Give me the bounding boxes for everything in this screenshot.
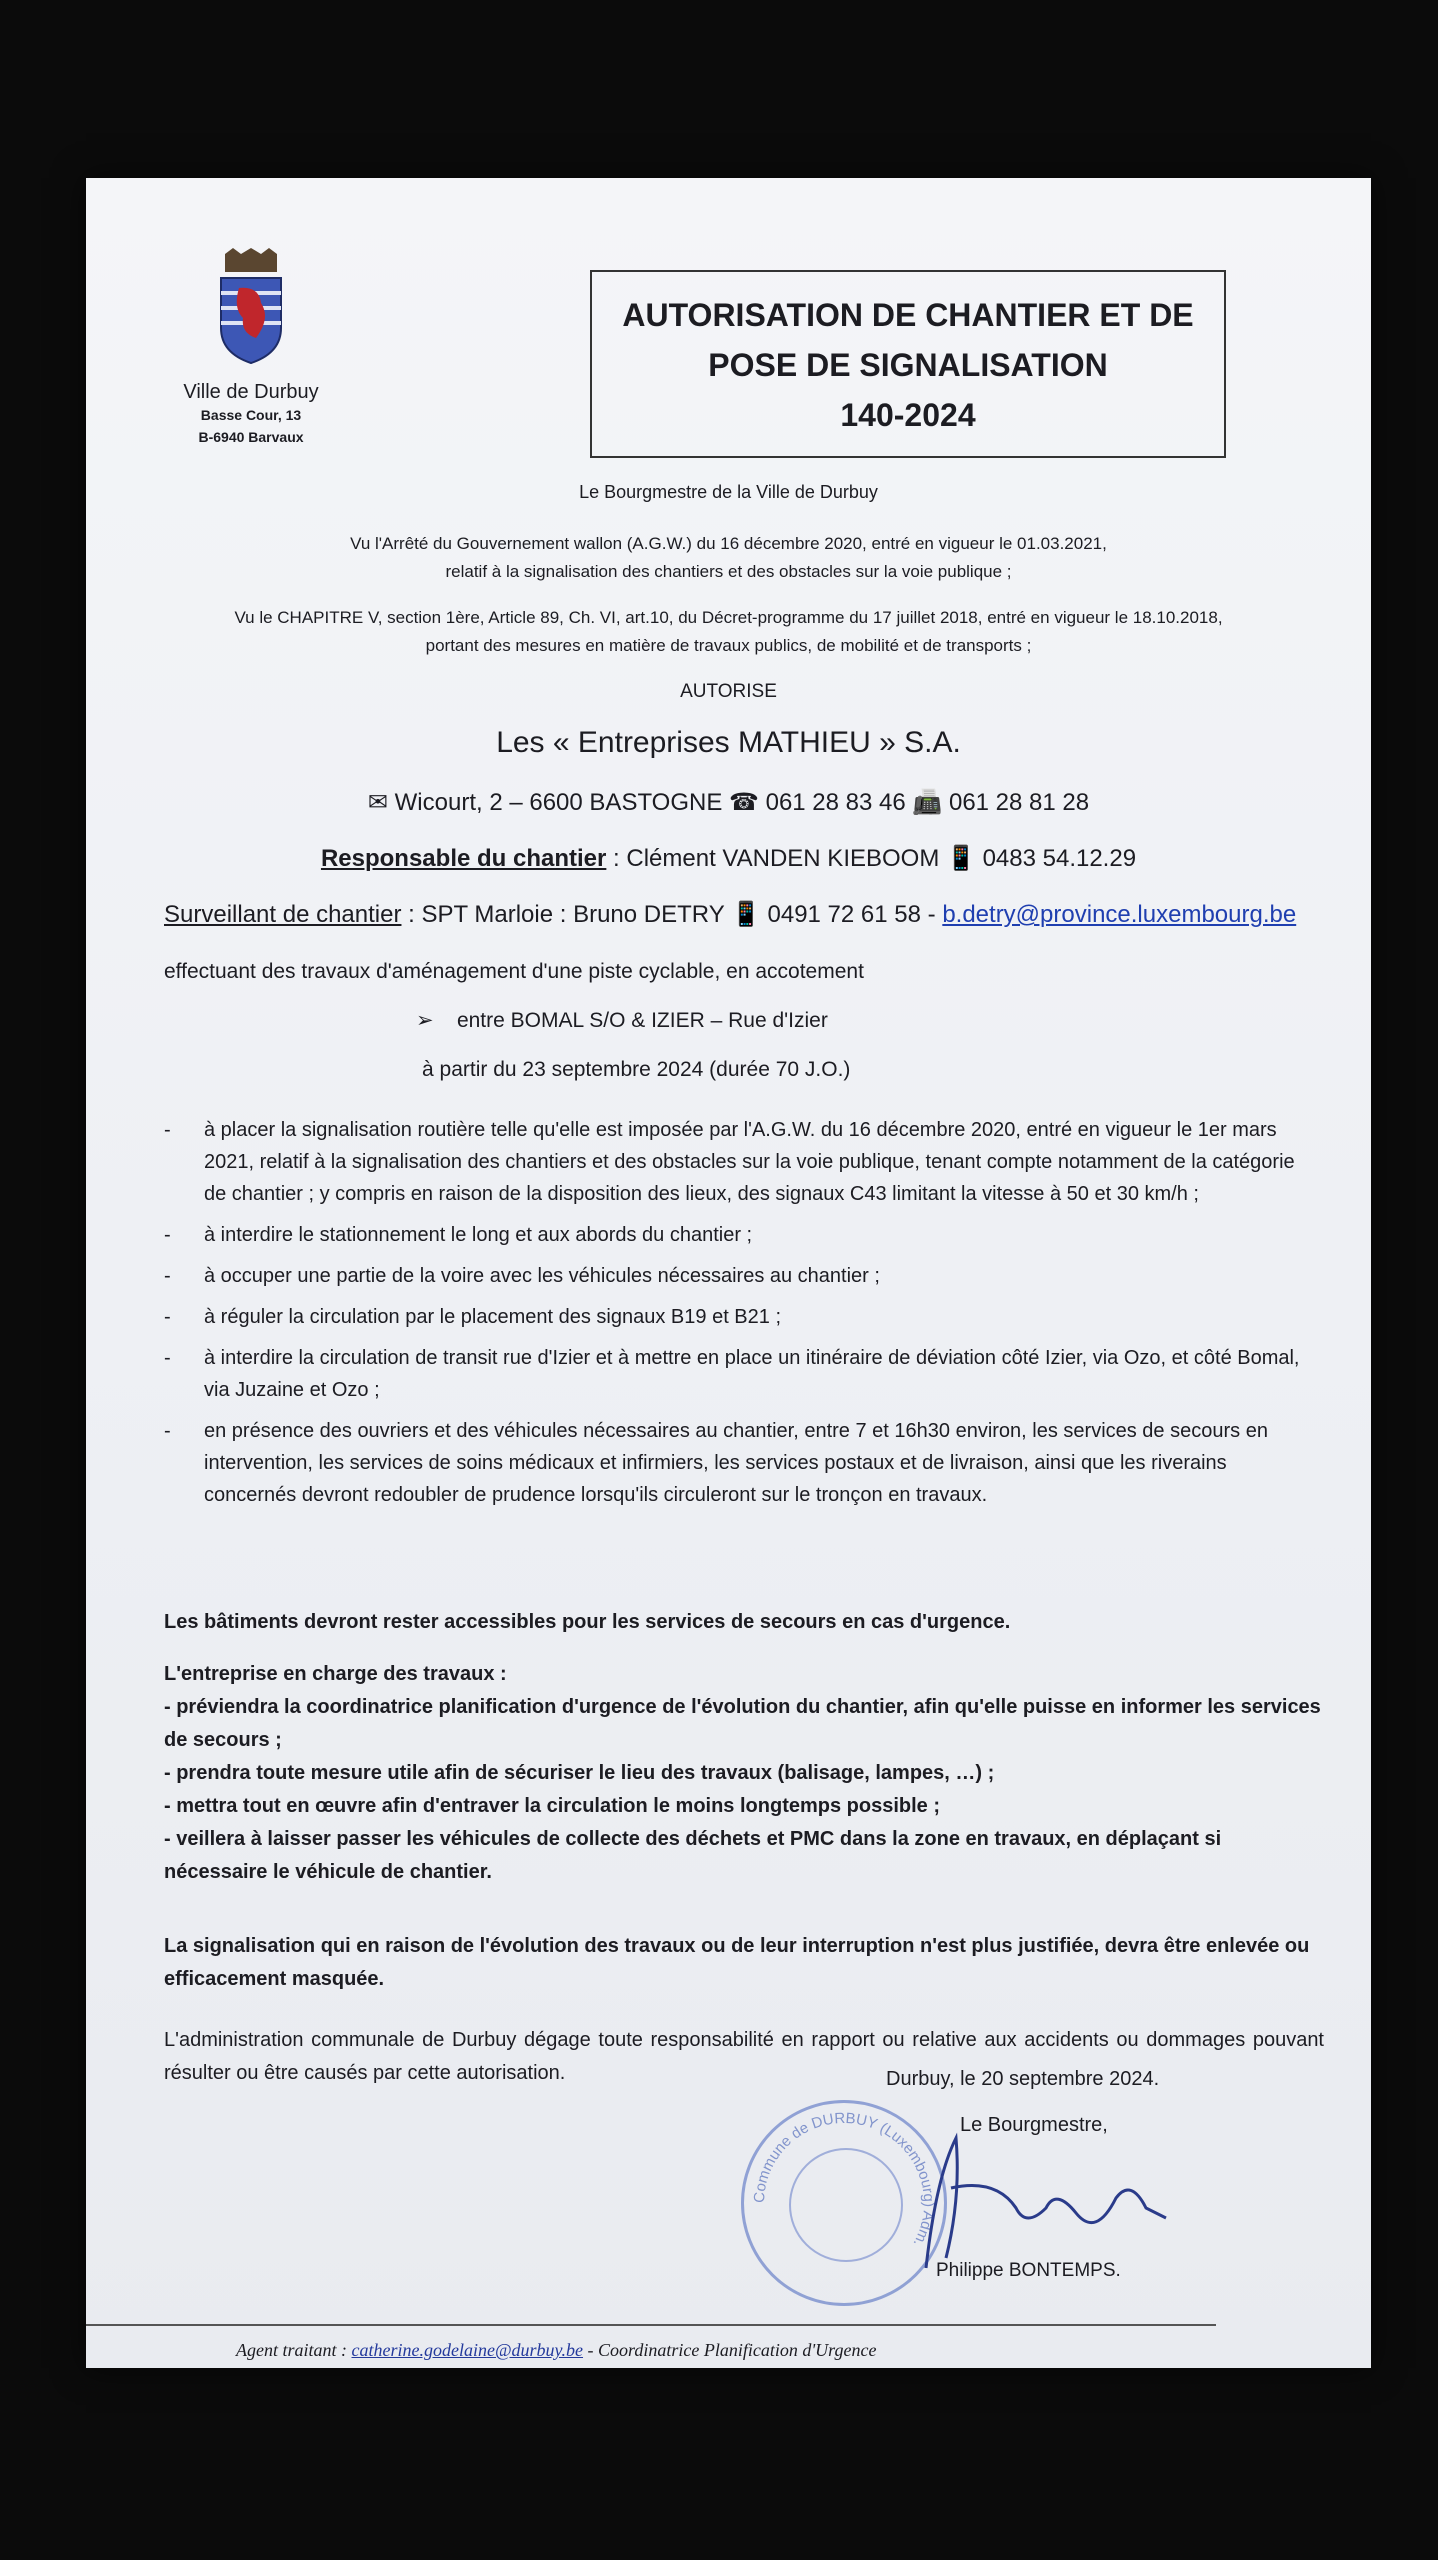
authority-line: Le Bourgmestre de la Ville de Durbuy xyxy=(579,482,878,502)
arrow-bullet-icon: ➢ xyxy=(416,1009,452,1032)
list-item: - mettra tout en œuvre afin d'entraver la circulation le moins longtemps possible ; xyxy=(164,1795,941,1817)
title-line2: POSE DE SIGNALISATION xyxy=(708,347,1108,383)
works-period: à partir du 23 septembre 2024 (durée 70 J.O.) xyxy=(422,1058,851,1081)
enterprise-obligations xyxy=(164,1658,1324,1889)
list-item: - à occuper une partie de la voire avec les véhicules nécessaires au chantier ; xyxy=(164,1265,880,1287)
city-address-line1: Basse Cour, 13 xyxy=(200,407,302,423)
signal-removal-note: La signalisation qui en raison de l'évolution des travaux ou de leur interruption n'est plus justifiée, devra être enlevée ou efficacement masquée. xyxy=(164,1935,1310,1990)
access-note: Les bâtiments devront rester accessibles pour les services de secours en cas d'urgence. xyxy=(164,1611,1011,1633)
company-contact-line xyxy=(86,788,1371,817)
company-phone: 061 28 83 46 xyxy=(765,789,906,816)
site-manager-name: : Clément VANDEN KIEBOOM xyxy=(613,845,940,872)
site-supervisor-label: Surveillant de chantier xyxy=(164,901,402,928)
footer xyxy=(236,2340,1236,2361)
site-supervisor-phone: 0491 72 61 58 - xyxy=(767,901,936,928)
liability-note: L'administration communale de Durbuy dégage toute responsabilité en rapport ou relative aux accidents ou dommages pouvant résulter ou être causés par cette autorisation. xyxy=(164,2029,1324,2084)
vu-decret-line1: Vu le CHAPITRE V, section 1ère, Article 89, Ch. VI, art.10, du Décret-programme du 17 juillet 2018, entré en vigueur le 18.10.2018, xyxy=(234,608,1223,627)
list-item: - veillera à laisser passer les véhicules de collecte des déchets et PMC dans la zone en travaux, en déplaçant si nécessaire le véhicule de chantier. xyxy=(164,1828,1222,1883)
works-location-text: entre BOMAL S/O & IZIER – Rue d'Izier xyxy=(456,1009,828,1032)
list-item: - à placer la signalisation routière telle qu'elle est imposée par l'A.G.W. du 16 décembre 2020, entré en vigueur le 1er mars 2021, relatif à la signalisation des chantiers et des obstacles sur la voie publique, tenant compte notamment de la catégorie de chantier ; y compris en raison de la disposition des lieux, des signaux C43 limitant la vitesse à 50 et 30 km/h ; xyxy=(164,1119,1295,1205)
city-name: Ville de Durbuy xyxy=(183,381,319,403)
site-supervisor-line xyxy=(164,900,1364,929)
site-manager-label: Responsable du chantier xyxy=(320,845,607,872)
mobile-icon: 📱 xyxy=(730,901,768,928)
company-name: Les « Entreprises MATHIEU » S.A. xyxy=(496,726,961,759)
footer-label: Agent traitant : xyxy=(236,2340,347,2360)
title-line1: AUTORISATION DE CHANTIER ET DE xyxy=(622,297,1194,333)
letter-icon: ✉ xyxy=(367,789,395,816)
phone-icon: ☎ xyxy=(729,789,766,816)
signatory-role: Le Bourgmestre, xyxy=(960,2114,1108,2136)
company-address: Wicourt, 2 – 6600 BASTOGNE xyxy=(394,789,723,816)
city-logo-block xyxy=(146,248,356,448)
document-page xyxy=(86,178,1371,2368)
city-address-line2: B-6940 Barvaux xyxy=(198,429,304,445)
vu-agw-line1: Vu l'Arrêté du Gouvernement wallon (A.G.W.) du 16 décembre 2020, entré en vigueur le 01.03.2021, xyxy=(350,534,1107,553)
signature-scribble xyxy=(906,2118,1206,2278)
footer-email[interactable]: catherine.godelaine@durbuy.be xyxy=(351,2340,584,2360)
site-supervisor-name: : SPT Marloie : Bruno DETRY xyxy=(408,901,725,928)
footer-role: - Coordinatrice Planification d'Urgence xyxy=(587,2340,877,2360)
vu-decret xyxy=(86,604,1371,660)
company-fax: 061 28 81 28 xyxy=(948,789,1090,816)
stamp-text: Commune de DURBUY (Luxembourg) Adm. xyxy=(750,2109,938,2250)
footer-divider xyxy=(86,2324,1216,2326)
list-item: - en présence des ouvriers et des véhicules nécessaires au chantier, entre 7 et 16h30 environ, les services de secours en intervention, les services de soins médicaux et infirmiers, les services postaux et de livraison, ainsi que les riverains concernés devront redoubler de prudence lorsqu'ils circuleront sur le tronçon en travaux. xyxy=(164,1420,1268,1506)
vu-decret-line2: portant des mesures en matière de travaux publics, de mobilité et de transports ; xyxy=(425,636,1032,655)
list-item: - préviendra la coordinatrice planification d'urgence de l'évolution du chantier, afin qu'elle puisse en informer les services de secours ; xyxy=(164,1696,1321,1751)
works-description: effectuant des travaux d'aménagement d'une piste cyclable, en accotement xyxy=(164,960,864,983)
mobile-icon: 📱 xyxy=(946,845,983,872)
place-date: Durbuy, le 20 septembre 2024. xyxy=(886,2068,1160,2090)
site-manager-line xyxy=(86,844,1371,873)
list-item: - à interdire le stationnement le long et aux abords du chantier ; xyxy=(164,1224,753,1246)
list-item: - à interdire la circulation de transit rue d'Izier et à mettre en place un itinéraire de déviation côté Izier, via Ozo, et côté Bomal, via Juzaine et Ozo ; xyxy=(164,1347,1300,1401)
obligations-list xyxy=(164,1114,1314,1520)
site-manager-phone: 0483 54.12.29 xyxy=(982,845,1137,872)
site-supervisor-email[interactable]: b.detry@province.luxembourg.be xyxy=(942,901,1297,928)
title-box xyxy=(590,270,1226,458)
vu-agw-line2: relatif à la signalisation des chantiers et des obstacles sur la voie publique ; xyxy=(445,562,1012,581)
works-location xyxy=(416,1008,828,1033)
vu-agw xyxy=(86,530,1371,586)
city-crest-icon xyxy=(211,248,291,368)
autorise-heading: AUTORISE xyxy=(680,681,777,702)
enterprise-title: L'entreprise en charge des travaux : xyxy=(164,1663,507,1685)
list-item: - prendra toute mesure utile afin de sécuriser le lieu des travaux (balisage, lampes, …) ; xyxy=(164,1762,995,1784)
authorisation-number: 140-2024 xyxy=(840,397,976,433)
signatory-name: Philippe BONTEMPS. xyxy=(936,2260,1121,2281)
fax-icon: 📠 xyxy=(912,789,949,816)
list-item: - à réguler la circulation par le placement des signaux B19 et B21 ; xyxy=(164,1306,782,1328)
